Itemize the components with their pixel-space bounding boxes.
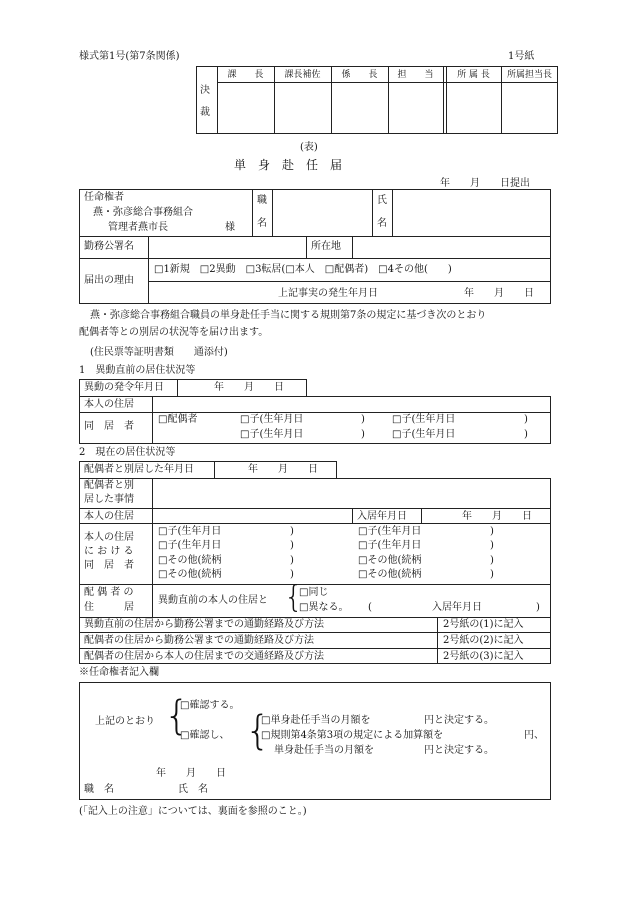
- section2-other-3-close: ): [290, 569, 294, 580]
- section2-child-3-close: ): [290, 540, 294, 551]
- allowance-amount-checkbox[interactable]: □単身赴任手当の月額を: [261, 715, 371, 726]
- section1-self-address-label: 本人の住居: [84, 399, 134, 410]
- section2-other-1[interactable]: □その他(続柄: [158, 555, 222, 566]
- section2-other-4[interactable]: □その他(続柄: [358, 569, 422, 580]
- separation-reason-label-1: 配偶者と別: [84, 480, 134, 491]
- section2-child-1-close: ): [290, 526, 294, 537]
- section2-child-3[interactable]: □子(生年月日: [158, 540, 222, 551]
- section1-title: 1 異動直前の居住状況等: [79, 365, 196, 376]
- section2-child-2[interactable]: □子(生年月日: [358, 526, 422, 537]
- route-1-text: 異動直前の住居から勤務公署までの通勤経路及び方法: [84, 619, 324, 630]
- spouse-move-in-label: 入居年月日: [432, 602, 482, 613]
- intro-line-2: 配偶者等との別居の状況等を届け出ます。: [79, 327, 269, 338]
- post-label-2: 名: [257, 218, 267, 229]
- same-checkbox[interactable]: □同じ: [299, 587, 329, 598]
- section2-self-address-field[interactable]: [154, 510, 350, 522]
- appointer-section-title: ※任命権者記入欄: [79, 667, 159, 678]
- approval-col-section-chief: 課 長: [227, 70, 264, 80]
- appointer-sama: 様: [225, 222, 235, 233]
- section1-child-3[interactable]: □子(生年月日: [240, 429, 304, 440]
- monthly-amount-yen: 円と決定する。: [424, 745, 494, 756]
- confirm-then-checkbox[interactable]: □確認し、: [180, 730, 230, 741]
- reason-label: 届出の理由: [84, 275, 134, 286]
- name-label: 氏: [377, 195, 387, 206]
- section2-other-3[interactable]: □その他(続柄: [158, 569, 222, 580]
- intro-line-1: 燕・弥彦総合事務組合職員の単身赴任手当に関する規則第7条の規定に基づき次のとおり: [90, 310, 487, 321]
- name-field[interactable]: [394, 191, 549, 234]
- reason-options[interactable]: □1新規 □2異動 □3転居(□本人 □配偶者) □4その他( ): [154, 264, 452, 275]
- brace-icon: {: [164, 693, 190, 739]
- transfer-date: 年 月 日: [214, 382, 284, 393]
- section2-other-4-close: ): [490, 569, 494, 580]
- section1-child-3-close: ): [361, 429, 365, 440]
- front-marker: (表): [300, 142, 318, 153]
- section2-self-address-label: 本人の住居: [84, 511, 134, 522]
- transfer-date-label: 異動の発令年月日: [84, 382, 164, 393]
- section2-title: 2 現在の居住状況等: [79, 447, 176, 458]
- sheet-number: 1号紙: [508, 51, 535, 62]
- decision-date: 年 月 日: [156, 768, 226, 779]
- additional-amount-yen: 円、: [524, 730, 544, 741]
- document-title: 単 身 赴 任 届: [234, 158, 343, 172]
- section1-spouse-checkbox[interactable]: □配偶者: [158, 414, 198, 425]
- section1-cohabit-label: 同 居 者: [84, 421, 134, 432]
- monthly-amount-label: 単身赴任手当の月額を: [274, 745, 374, 756]
- section1-child-2-close: ): [524, 414, 528, 425]
- attachment-note: (住民票等証明書類 通添付): [90, 347, 228, 358]
- post-label: 職: [257, 195, 267, 206]
- paren-close: ): [536, 602, 540, 613]
- additional-amount-checkbox[interactable]: □規則第4条第3項の規定による加算額を: [261, 730, 444, 741]
- separation-reason-field[interactable]: [154, 480, 549, 507]
- spouse-home-label-1: 配 偶 者 の: [84, 587, 134, 598]
- approval-col-staff: 担 当: [397, 70, 434, 80]
- approval-col-dept-head: 所 属 長: [457, 70, 490, 80]
- section2-other-2-close: ): [490, 555, 494, 566]
- decision-name-label: 氏 名: [178, 784, 208, 795]
- name-label-2: 名: [377, 218, 387, 229]
- as-above-label: 上記のとおり: [95, 716, 155, 727]
- paren-open: (: [368, 602, 372, 613]
- move-in-label: 入居年月日: [357, 511, 407, 522]
- section1-child-4[interactable]: □子(生年月日: [392, 429, 456, 440]
- approval-col-dept-staff-head: 所属担当長: [506, 70, 552, 80]
- appointer-manager: 管理者燕市長: [108, 222, 168, 233]
- office-label: 勤務公署名: [84, 241, 134, 252]
- form-id: 様式第1号(第7条関係): [79, 51, 180, 62]
- brace-icon: {: [245, 708, 271, 754]
- section2-child-4[interactable]: □子(生年月日: [358, 540, 422, 551]
- route-2-ref: 2号紙の(2)に記入: [443, 635, 524, 646]
- separate-date-label: 配偶者と別居した年月日: [84, 464, 194, 475]
- route-2-text: 配偶者の住居から勤務公署までの通勤経路及び方法: [84, 635, 314, 646]
- submit-date: 年 月 日提出: [440, 178, 530, 189]
- section1-child-1[interactable]: □子(生年月日: [240, 414, 304, 425]
- cohabit-label-1: 本人の住居: [84, 532, 134, 543]
- route-3-ref: 2号紙の(3)に記入: [443, 651, 524, 662]
- appointer-label: 任命権者: [84, 192, 124, 203]
- office-field[interactable]: [150, 238, 304, 256]
- decision-post-label: 職 名: [84, 784, 114, 795]
- approval-col-unit-chief: 係 長: [341, 70, 378, 80]
- post-field[interactable]: [274, 191, 370, 234]
- section2-other-1-close: ): [290, 555, 294, 566]
- spouse-home-label-2: 住 居: [84, 602, 134, 613]
- separation-reason-label-2: 居した事情: [84, 494, 134, 505]
- footnote: (「記入上の注意」については、裏面を参照のこと。): [79, 806, 307, 817]
- approval-col-assistant-chief: 課長補佐: [284, 70, 321, 80]
- prev-home-compare: 異動直前の本人の住居と: [158, 595, 268, 606]
- brace-icon: {: [284, 580, 304, 615]
- route-3-text: 配偶者の住居から本人の住居までの交通経路及び方法: [84, 651, 324, 662]
- approval-side-label: 決裁: [200, 85, 210, 118]
- different-checkbox[interactable]: □異なる。: [299, 602, 349, 613]
- confirm-checkbox[interactable]: □確認する。: [180, 700, 240, 711]
- route-1-ref: 2号紙の(1)に記入: [443, 619, 524, 630]
- cohabit-label-2: に お け る: [84, 546, 134, 557]
- separate-date: 年 月 日: [248, 464, 318, 475]
- section2-child-1[interactable]: □子(生年月日: [158, 526, 222, 537]
- appointer-org: 燕・弥彦総合事務組合: [93, 207, 193, 218]
- section1-child-1-close: ): [361, 414, 365, 425]
- section1-child-2[interactable]: □子(生年月日: [392, 414, 456, 425]
- location-field[interactable]: [354, 238, 549, 256]
- occurrence-date: 年 月 日: [464, 288, 534, 299]
- section1-self-address-field[interactable]: [154, 398, 549, 411]
- allowance-amount-yen: 円と決定する。: [424, 715, 494, 726]
- section1-child-4-close: ): [524, 429, 528, 440]
- section2-child-4-close: ): [490, 540, 494, 551]
- occurrence-label: 上記事実の発生年月日: [278, 288, 378, 299]
- move-in-date: 年 月 日: [462, 511, 532, 522]
- section2-other-2[interactable]: □その他(続柄: [358, 555, 422, 566]
- location-label: 所在地: [311, 241, 341, 252]
- section2-child-2-close: ): [490, 526, 494, 537]
- cohabit-label-3: 同 居 者: [84, 560, 134, 571]
